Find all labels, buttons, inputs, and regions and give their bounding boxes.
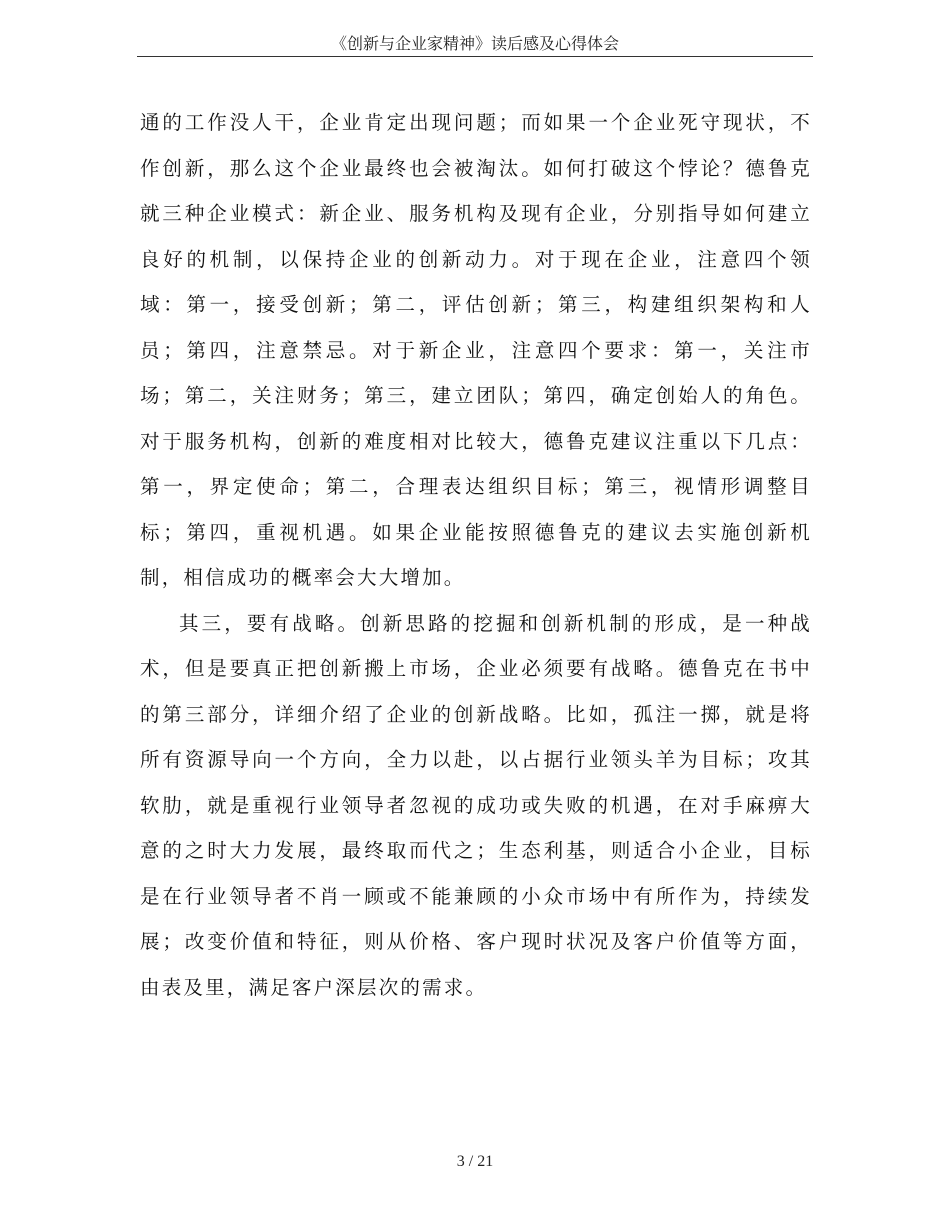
header-divider [137,56,813,57]
page-number: 3 / 21 [456,1153,494,1170]
document-body [140,100,812,1010]
paragraph-strategy: 其三，要有战略。创新思路的挖掘和创新机制的形成，是一种战术，但是要真正把创新搬上市场，企业必须要有战略。德鲁克在书中的第三部分，详细介绍了企业的创新战略。比如，孤注一掷，就是将所有资源导向一个方向，全力以赴，以占据行业领头羊为目标；攻其软肋，就是重视行业领导者忽视的成功或失败的机遇，在对手麻痹大意的之时大力发展，最终取而代之；生态利基，则适合小企业，目标是在行业领导者不肖一顾或不能兼顾的小众市场中有所作为，持续发展；改变价值和特征，则从价格、客户现时状况及客户价值等方面，由表及里，满足客户深层次的需求。 [140,611,812,999]
page-header-title: 《创新与企业家精神》读后感及心得体会 [330,34,619,53]
paragraph-continued: 通的工作没人干，企业肯定出现问题；而如果一个企业死守现状，不作创新，那么这个企业最终也会被淘汰。如何打破这个悖论？德鲁克就三种企业模式：新企业、服务机构及现有企业，分别指导如何建立良好的机制，以保持企业的创新动力。对于现在企业，注意四个领域：第一，接受创新；第二，评估创新；第三，构建组织架构和人员；第四，注意禁忌。对于新企业，注意四个要求：第一，关注市场；第二，关注财务；第三，建立团队；第四，确定创始人的角色。对于服务机构，创新的难度相对比较大，德鲁克建议注重以下几点：第一，界定使命；第二，合理表达组织目标；第三，视情形调整目标；第四，重视机遇。如果企业能按照德鲁克的建议去实施创新机制，相信成功的概率会大大增加。 [140,111,812,589]
